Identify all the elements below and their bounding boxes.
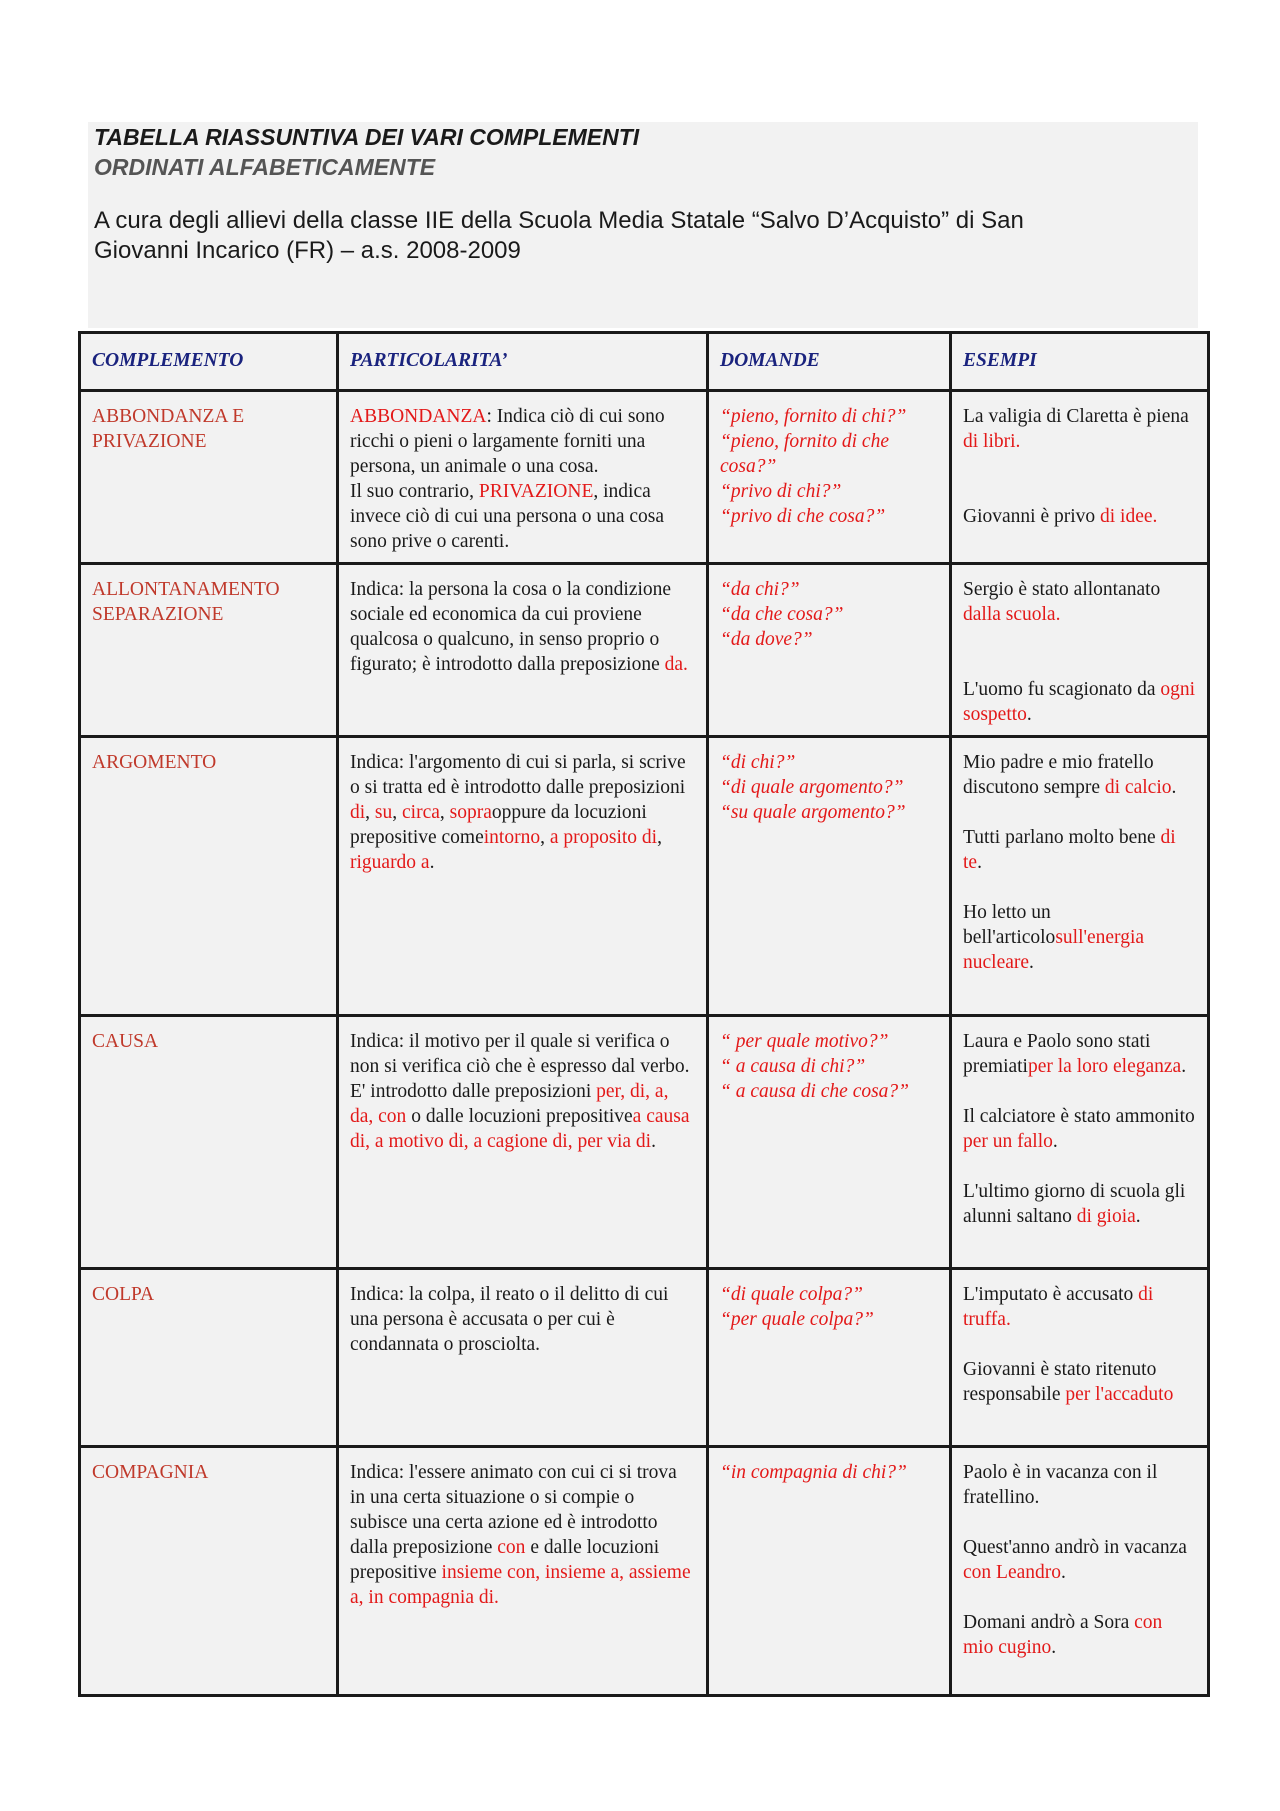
- example: L'uomo fu scagionato da ogni sospetto.: [963, 679, 1196, 725]
- questions-cell: [708, 1016, 951, 1269]
- question: “ per quale motivo?”: [720, 1031, 889, 1052]
- examples-cell: [951, 391, 1209, 564]
- example: L'imputato è accusato di truffa.: [963, 1284, 1154, 1330]
- question: “da chi?”: [720, 579, 800, 600]
- example: Ho letto un bell'articolosull'energia nucleare.: [963, 902, 1145, 973]
- complement-name: COMPAGNIA: [80, 1447, 338, 1696]
- document-title: TABELLA RIASSUNTIVA DEI VARI COMPLEMENTI: [94, 124, 640, 150]
- table-row: [80, 1269, 1209, 1447]
- table-row: [80, 391, 1209, 564]
- table-row: [80, 1447, 1209, 1696]
- document-header: [88, 122, 1198, 328]
- table-row: [80, 564, 1209, 737]
- complement-name: CAUSA: [80, 1016, 338, 1269]
- header-esempi: ESEMPI: [951, 333, 1209, 391]
- question: “ a causa di che cosa?”: [720, 1081, 910, 1102]
- question: “di chi?”: [720, 752, 796, 773]
- questions-cell: [708, 564, 951, 737]
- particularity-cell: ABBONDANZA: Indica ciò di cui sono ricchi o pieni o largamente forniti una persona, un animale o una cosa. Il suo contrario, PRIVAZIONE, indica invece ciò di cui una persona o una cosa sono prive o carenti.: [338, 391, 708, 564]
- particularity-cell: Indica: la persona la cosa o la condizione sociale ed economica da cui proviene qualcosa o qualcuno, in senso proprio o figurato; è introdotto dalla preposizione da.: [338, 564, 708, 737]
- table-row: [80, 737, 1209, 1016]
- credit-text: [94, 206, 1192, 266]
- example: Laura e Paolo sono stati premiatiper la loro eleganza.: [963, 1031, 1187, 1077]
- example: La valigia di Claretta è piena di libri.: [963, 406, 1189, 452]
- particularity-cell: Indica: l'argomento di cui si parla, si scrive o si tratta ed è introdotto dalle preposizioni di, su, circa, sopraoppure da locuzioni prepositive comeintorno, a proposito di, riguardo a.: [338, 737, 708, 1016]
- questions-cell: [708, 391, 951, 564]
- examples-cell: [951, 737, 1209, 1016]
- example: Quest'anno andrò in vacanza con Leandro.: [963, 1537, 1187, 1583]
- question: “ a causa di chi?”: [720, 1056, 866, 1077]
- example: Domani andrò a Sora con mio cugino.: [963, 1612, 1163, 1658]
- question: “privo di che cosa?”: [720, 506, 886, 527]
- question: “di quale argomento?”: [720, 777, 904, 798]
- example: Il calciatore è stato ammonito per un fallo.: [963, 1106, 1195, 1152]
- question: “di quale colpa?”: [720, 1284, 864, 1305]
- questions-cell: [708, 1269, 951, 1447]
- complement-name: ARGOMENTO: [80, 737, 338, 1016]
- example: Mio padre e mio fratello discutono sempre di calcio.: [963, 752, 1177, 798]
- table-row: [80, 1016, 1209, 1269]
- example: L'ultimo giorno di scuola gli alunni saltano di gioia.: [963, 1181, 1186, 1227]
- particularity-cell: Indica: la colpa, il reato o il delitto di cui una persona è accusata o per cui è condannata o prosciolta.: [338, 1269, 708, 1447]
- questions-cell: [708, 1447, 951, 1696]
- complements-table: [78, 331, 1210, 1697]
- question: “pieno, fornito di che cosa?”: [720, 431, 889, 477]
- complement-name: ALLONTANAMENTO SEPARAZIONE: [80, 564, 338, 737]
- question: “da che cosa?”: [720, 604, 844, 625]
- particularity-cell: Indica: il motivo per il quale si verifica o non si verifica ciò che è espresso dal verbo. E' introdotto dalle preposizioni per, di, a, da, con o dalle locuzioni prepositivea causa di, a motivo di, a cagione di, per via di.: [338, 1016, 708, 1269]
- questions-cell: [708, 737, 951, 1016]
- example: Paolo è in vacanza con il fratellino.: [963, 1462, 1158, 1508]
- credit-line-1: A cura degli allievi della classe IIE della Scuola Media Statale “Salvo D’Acquisto” di San: [94, 207, 1024, 234]
- question: “su quale argomento?”: [720, 802, 906, 823]
- header-complemento: COMPLEMENTO: [80, 333, 338, 391]
- table-header-row: [80, 333, 1209, 391]
- particularity-cell: Indica: l'essere animato con cui ci si trova in una certa situazione o si compie o subisce una certa azione ed è introdotto dalla preposizione con e dalle locuzioni prepositive insieme con, insieme a, assieme a, in compagnia di.: [338, 1447, 708, 1696]
- question: “per quale colpa?”: [720, 1309, 874, 1330]
- question: “privo di chi?”: [720, 481, 842, 502]
- example: Giovanni è privo di idee.: [963, 506, 1158, 527]
- complement-name: ABBONDANZA E PRIVAZIONE: [80, 391, 338, 564]
- example: Sergio è stato allontanato dalla scuola.: [963, 579, 1161, 625]
- examples-cell: [951, 1016, 1209, 1269]
- question: “in compagnia di chi?”: [720, 1462, 907, 1483]
- document-subtitle: ORDINATI ALFABETICAMENTE: [94, 154, 436, 180]
- example: Giovanni è stato ritenuto responsabile per l'accaduto: [963, 1359, 1174, 1405]
- header-particolarita: PARTICOLARITA’: [338, 333, 708, 391]
- examples-cell: [951, 1269, 1209, 1447]
- complement-name: COLPA: [80, 1269, 338, 1447]
- header-domande: DOMANDE: [708, 333, 951, 391]
- examples-cell: [951, 564, 1209, 737]
- example: Tutti parlano molto bene di te.: [963, 827, 1176, 873]
- examples-cell: [951, 1447, 1209, 1696]
- credit-line-2: Giovanni Incarico (FR) – a.s. 2008-2009: [94, 237, 521, 264]
- question: “da dove?”: [720, 629, 813, 650]
- question: “pieno, fornito di chi?”: [720, 406, 907, 427]
